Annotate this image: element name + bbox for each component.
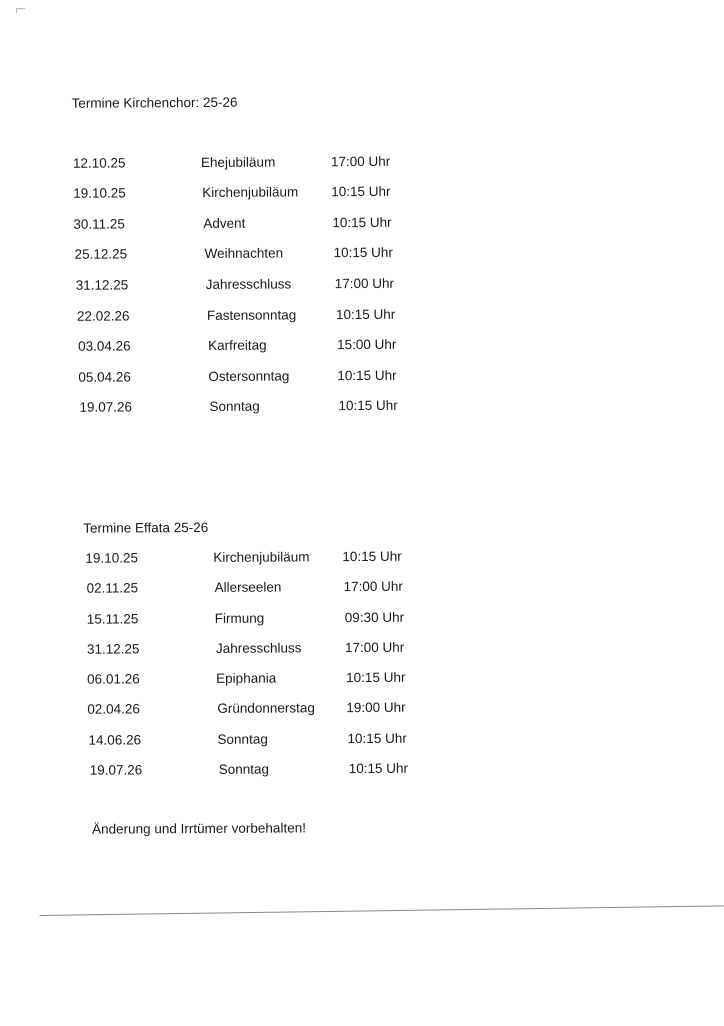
date: 14.06.26 xyxy=(88,732,141,747)
effata-section-title: Termine Effata 25-26 xyxy=(83,520,208,536)
date: 25.12.25 xyxy=(75,246,128,261)
time: 17:00 Uhr xyxy=(331,154,390,169)
event: Advent xyxy=(203,216,245,231)
date: 19.07.26 xyxy=(79,399,132,414)
time: 10:15 Uhr xyxy=(346,670,405,685)
date: 02.04.26 xyxy=(87,701,140,716)
event: Jahresschluss xyxy=(216,640,302,656)
time: 19:00 Uhr xyxy=(346,700,405,715)
event: Karfreitag xyxy=(208,338,267,353)
event: Allerseelen xyxy=(215,580,282,595)
time: 10:15 Uhr xyxy=(331,184,390,199)
date: 15.11.25 xyxy=(87,611,139,626)
time: 09:30 Uhr xyxy=(345,610,404,625)
time: 17:00 Uhr xyxy=(345,640,404,655)
event: Gründonnerstag xyxy=(217,700,315,716)
time: 15:00 Uhr xyxy=(337,337,396,352)
choir-schedule xyxy=(0,0,724,2)
date: 12.10.25 xyxy=(73,155,126,170)
time: 10:15 Uhr xyxy=(349,761,408,776)
date: 06.01.26 xyxy=(87,671,140,686)
date: 19.07.26 xyxy=(90,762,143,777)
date: 22.02.26 xyxy=(77,308,130,323)
time: 10:15 Uhr xyxy=(336,307,395,322)
event: Epiphania xyxy=(216,671,276,686)
time: 10:15 Uhr xyxy=(338,398,397,413)
date: 03.04.26 xyxy=(78,338,131,353)
effata-schedule xyxy=(0,0,724,2)
event: Sonntag xyxy=(219,762,269,777)
scan-corner-mark xyxy=(16,8,25,13)
disclaimer-note: Änderung und Irrtümer vorbehalten! xyxy=(92,820,306,836)
time: 10:15 Uhr xyxy=(347,731,406,746)
event: Sonntag xyxy=(209,399,259,414)
event: Firmung xyxy=(215,611,265,626)
date: 05.04.26 xyxy=(78,369,131,384)
event: Jahresschluss xyxy=(206,276,292,292)
event: Ostersonntag xyxy=(208,368,289,383)
date: 31.12.25 xyxy=(87,641,140,656)
choir-section-title: Termine Kirchenchor: 25-26 xyxy=(72,95,238,111)
time: 17:00 Uhr xyxy=(335,276,394,291)
event: Fastensonntag xyxy=(207,307,296,323)
event: Ehejubiläum xyxy=(201,155,275,170)
event: Kirchenjubiläum xyxy=(213,549,309,565)
time: 10:15 Uhr xyxy=(333,245,392,260)
date: 31.12.25 xyxy=(76,277,129,292)
time: 17:00 Uhr xyxy=(344,579,403,594)
time: 10:15 Uhr xyxy=(337,368,396,383)
date: 30.11.25 xyxy=(73,216,125,231)
date: 19.10.25 xyxy=(85,550,138,565)
time: 10:15 Uhr xyxy=(332,215,391,230)
scan-divider-line xyxy=(40,905,724,916)
time: 10:15 Uhr xyxy=(342,549,401,564)
event: Kirchenjubiläum xyxy=(202,184,298,200)
date: 19.10.25 xyxy=(73,185,126,200)
date: 02.11.25 xyxy=(87,580,139,595)
event: Weihnachten xyxy=(204,245,283,260)
event: Sonntag xyxy=(217,732,267,747)
